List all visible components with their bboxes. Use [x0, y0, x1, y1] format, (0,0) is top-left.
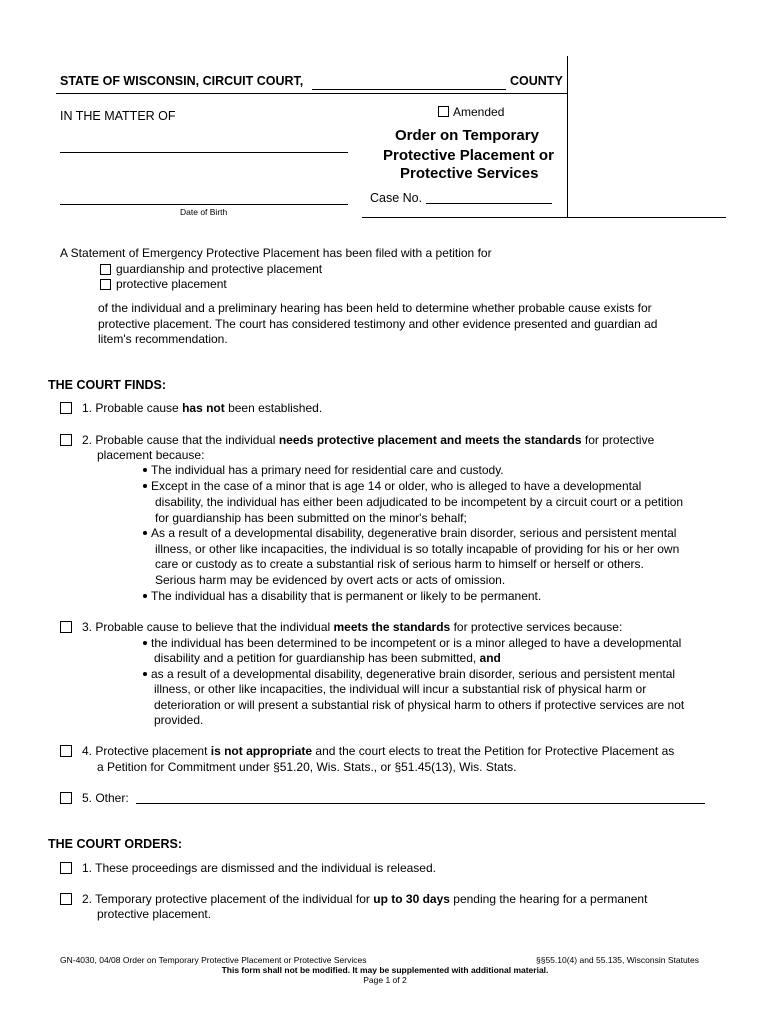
- intro-paragraph-line3: litem's recommendation.: [98, 332, 228, 346]
- finding-5-label: 5. Other:: [82, 791, 129, 805]
- dob-field[interactable]: [60, 204, 348, 205]
- finding-3-bullet-2-cont3: provided.: [154, 713, 204, 727]
- finding-4-checkbox[interactable]: [60, 745, 72, 757]
- finding-2-text: 2. Probable cause that the individual needs protective placement and meets the standards for protective: [82, 433, 655, 447]
- finding-2-bullet-2-cont1: disability, the individual has either been adjudicated to be incompetent by a circuit court or a petition: [155, 495, 684, 509]
- intro-paragraph-line2: protective placement. The court has considered testimony and other evidence presented and guardian ad: [98, 317, 658, 331]
- court-state-label: STATE OF WISCONSIN, CIRCUIT COURT,: [60, 74, 304, 88]
- finding-2-bullet-3-cont1: illness, or other like incapacities, the individual is so totally incapable of providing for his or her own: [155, 542, 680, 556]
- matter-name-field[interactable]: [60, 152, 348, 153]
- intro-statement: A Statement of Emergency Protective Placement has been filed with a petition for: [60, 246, 492, 260]
- finding-2-bullet-4: The individual has a disability that is permanent or likely to be permanent.: [143, 589, 541, 603]
- finding-1-checkbox[interactable]: [60, 402, 72, 414]
- dob-label: Date of Birth: [180, 207, 228, 217]
- header-vertical-divider: [567, 56, 568, 218]
- amended-label: Amended: [453, 105, 505, 119]
- form-id: GN-4030, 04/08 Order on Temporary Protective Placement or Protective Services: [60, 955, 367, 965]
- finding-3-bullet-1: the individual has been determined to be incompetent or is a minor alleged to have a developmental: [143, 636, 681, 650]
- finding-3-bullet-2-cont1: illness, or other like incapacities, the individual will incur a substantial risk of physical harm or: [154, 682, 647, 696]
- protective-placement-option-label: protective placement: [116, 277, 227, 291]
- county-label: COUNTY: [510, 74, 563, 88]
- header-divider: [56, 93, 567, 94]
- order-1-text: 1. These proceedings are dismissed and the individual is released.: [82, 861, 436, 875]
- form-title-line2: Protective Placement or: [383, 147, 554, 164]
- finding-2-bullet-2: Except in the case of a minor that is age 14 or older, who is alleged to have a developmental: [143, 479, 641, 493]
- finding-2-bullet-3: As a result of a developmental disability, degenerative brain disorder, serious and persistent mental: [143, 526, 676, 540]
- case-no-field[interactable]: [426, 203, 552, 204]
- protective-placement-checkbox[interactable]: [100, 279, 111, 290]
- guardianship-checkbox[interactable]: [100, 264, 111, 275]
- form-title-line1: Order on Temporary: [395, 127, 539, 144]
- form-title-line3: Protective Services: [400, 165, 539, 182]
- finding-2-text-cont: placement because:: [97, 448, 205, 462]
- header-bottom-divider: [362, 217, 726, 218]
- finding-4-text-cont: a Petition for Commitment under §51.20, Wis. Stats., or §51.45(13), Wis. Stats.: [97, 760, 517, 774]
- finding-2-bullet-3-cont2: care or custody as to create a substantial risk of serious harm to himself or herself or others.: [155, 557, 644, 571]
- case-no-label: Case No.: [370, 191, 423, 205]
- finding-2-bullet-2-cont2: for guardianship has been submitted on the minor's behalf;: [155, 511, 467, 525]
- statutes-reference: §§55.10(4) and 55.135, Wisconsin Statutes: [536, 955, 700, 965]
- finding-3-checkbox[interactable]: [60, 621, 72, 633]
- finding-4-text: 4. Protective placement is not appropriate and the court elects to treat the Petition for Protective Placement as: [82, 744, 675, 758]
- order-1-checkbox[interactable]: [60, 862, 72, 874]
- order-2-text-cont: protective placement.: [97, 907, 212, 921]
- amended-checkbox[interactable]: [438, 106, 449, 117]
- county-field[interactable]: [312, 89, 506, 90]
- finding-2-bullet-3-cont3: Serious harm may be evidenced by overt acts or acts of omission.: [155, 573, 506, 587]
- finding-3-bullet-1-cont: disability and a petition for guardianship has been submitted, and: [154, 651, 501, 665]
- order-2-text: 2. Temporary protective placement of the individual for up to 30 days pending the hearing for a permanent: [82, 892, 648, 906]
- finding-2-bullet-1: The individual has a primary need for residential care and custody.: [143, 463, 504, 477]
- page-number: Page 1 of 2: [363, 975, 407, 985]
- finding-2-checkbox[interactable]: [60, 434, 72, 446]
- order-2-checkbox[interactable]: [60, 893, 72, 905]
- finding-3-text: 3. Probable cause to believe that the individual meets the standards for protective services because:: [82, 620, 623, 634]
- finding-3-bullet-2-cont2: deterioration or will present a substantial risk of physical harm to others if protective services are not: [154, 698, 685, 712]
- court-finds-heading: THE COURT FINDS:: [48, 378, 167, 392]
- court-orders-heading: THE COURT ORDERS:: [48, 837, 183, 851]
- modification-notice: This form shall not be modified. It may be supplemented with additional material.: [221, 965, 549, 975]
- guardianship-option-label: guardianship and protective placement: [116, 262, 323, 276]
- finding-5-checkbox[interactable]: [60, 792, 72, 804]
- finding-1-text: 1. Probable cause has not been established.: [82, 401, 323, 415]
- in-the-matter-label: IN THE MATTER OF: [60, 109, 176, 123]
- intro-paragraph-line1: of the individual and a preliminary hearing has been held to determine whether probable cause exists for: [98, 301, 652, 315]
- finding-3-bullet-2: as a result of a developmental disability, degenerative brain disorder, serious and persistent mental: [143, 667, 675, 681]
- other-finding-field[interactable]: [136, 803, 705, 804]
